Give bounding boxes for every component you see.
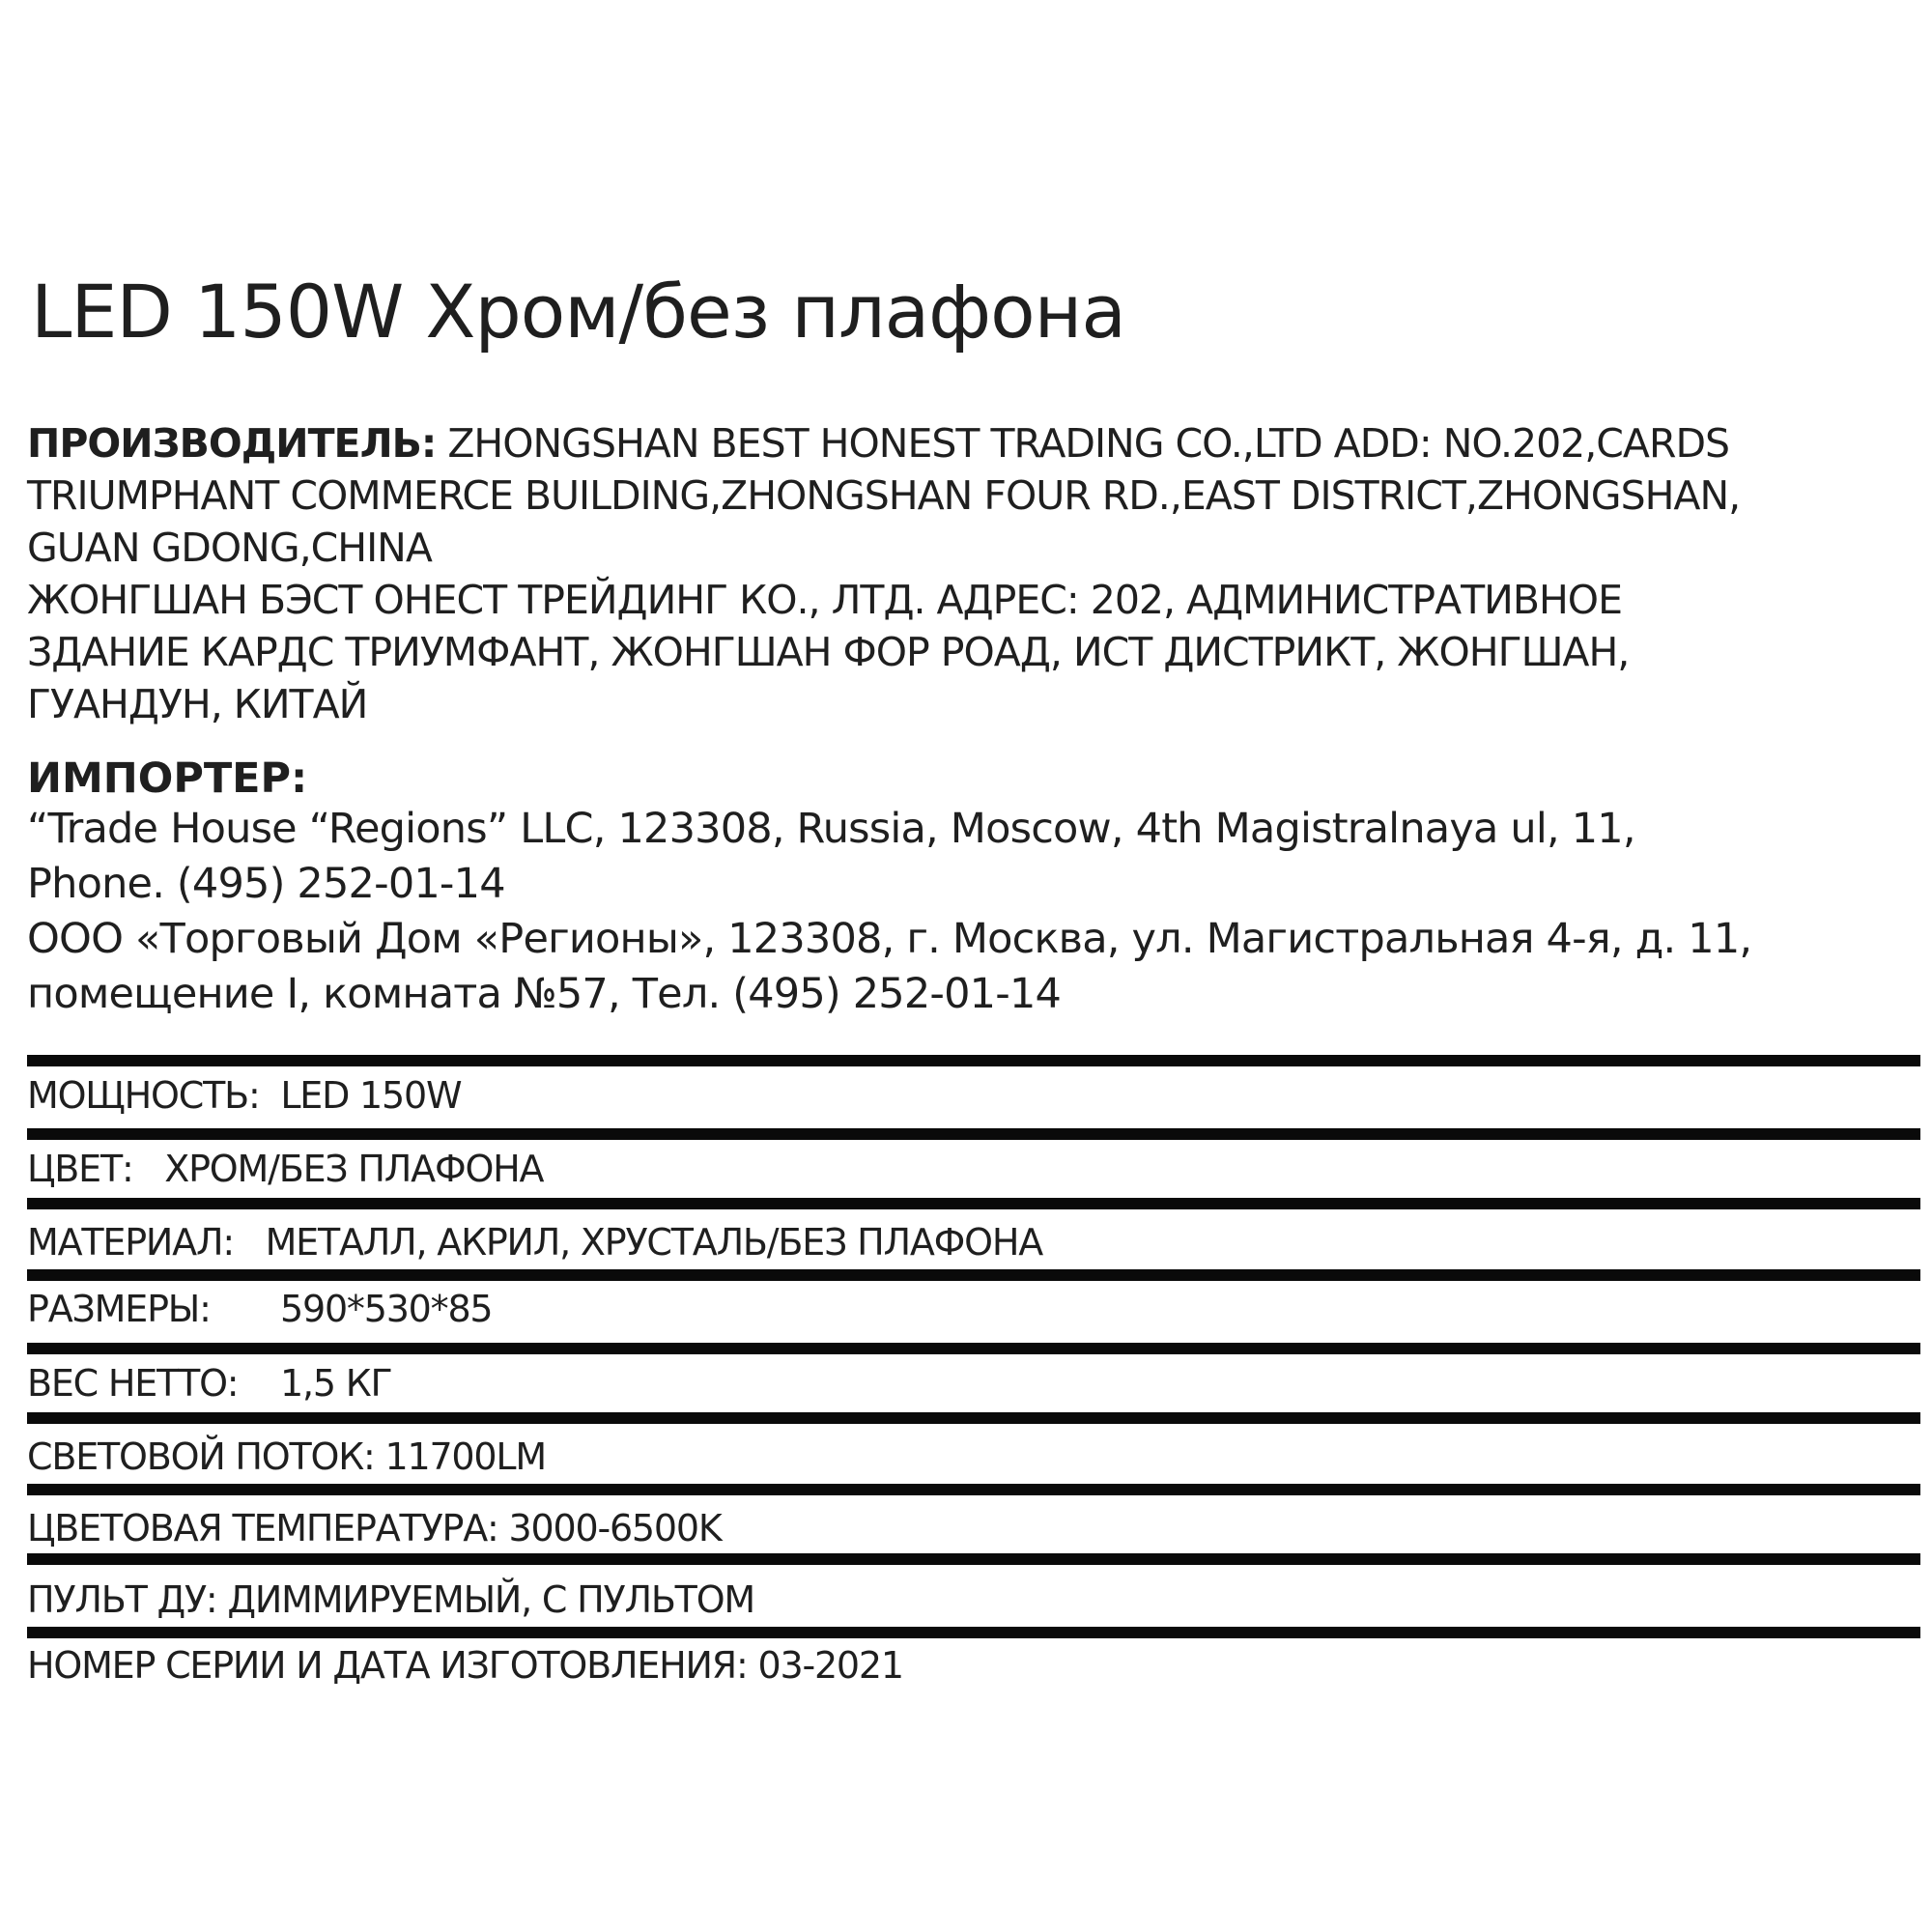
divider — [27, 1484, 1920, 1495]
spec-label: ПУЛЬТ ДУ: — [27, 1578, 217, 1621]
manufacturer-label: ПРОИЗВОДИТЕЛЬ: — [27, 420, 437, 467]
spec-value: ДИММИРУЕМЫЙ, С ПУЛЬТОМ — [227, 1578, 754, 1621]
product-title: LED 150W Хром/без плафона — [31, 269, 1125, 355]
divider — [27, 1553, 1920, 1565]
spec-value: ХРОМ/БЕЗ ПЛАФОНА — [164, 1148, 544, 1190]
manufacturer-address-line: TRIUMPHANT COMMERCE BUILDING,ZHONGSHAN FOUR RD.,EAST DISTRICT,ZHONGSHAN, — [27, 472, 1741, 519]
importer-line: “Trade House “Regions” LLC, 123308, Russia, Moscow, 4th Magistralnaya ul, 11, — [27, 805, 1635, 853]
divider — [27, 1343, 1920, 1354]
spec-value: МЕТАЛЛ, АКРИЛ, ХРУСТАЛЬ/БЕЗ ПЛАФОНА — [265, 1221, 1043, 1264]
spec-label: МОЩНОСТЬ: — [27, 1074, 260, 1117]
spec-label: ЦВЕТОВАЯ ТЕМПЕРАТУРА: — [27, 1507, 498, 1549]
spec-row-color — [27, 1148, 543, 1190]
manufacturer-address-ru-line: ЖОНГШАН БЭСТ ОНЕСТ ТРЕЙДИНГ КО., ЛТД. АДРЕС: 202, АДМИНИСТРАТИВНОЕ — [27, 577, 1622, 623]
spec-value: 11700LM — [384, 1435, 546, 1478]
manufacturer-address-line: GUAN GDONG,CHINA — [27, 525, 432, 571]
spec-label: СВЕТОВОЙ ПОТОК: — [27, 1435, 375, 1478]
spec-value: 590*530*85 — [280, 1288, 493, 1330]
spec-value: 1,5 КГ — [280, 1362, 392, 1405]
spec-row-luminous-flux — [27, 1435, 546, 1478]
importer-block — [27, 802, 1751, 1022]
spec-row-material — [27, 1221, 1042, 1264]
manufacturer-address-ru-line: ГУАНДУН, КИТАЙ — [27, 681, 368, 727]
spec-label: ВЕС НЕТТО: — [27, 1362, 239, 1405]
spec-value: 3000-6500K — [508, 1507, 722, 1549]
spec-value: 03-2021 — [757, 1644, 903, 1687]
importer-line: ООО «Торговый Дом «Регионы», 123308, г. Москва, ул. Магистральная 4-я, д. 11, — [27, 915, 1752, 963]
manufacturer-address-ru-line: ЗДАНИЕ КАРДС ТРИУМФАНТ, ЖОНГШАН ФОР РОАД, ИСТ ДИСТРИКТ, ЖОНГШАН, — [27, 629, 1630, 675]
divider — [27, 1627, 1920, 1638]
spec-row-net-weight — [27, 1362, 391, 1405]
spec-value: LED 150W — [280, 1074, 462, 1117]
spec-label: РАЗМЕРЫ: — [27, 1288, 211, 1330]
importer-line: Phone. (495) 252-01-14 — [27, 860, 505, 908]
divider — [27, 1055, 1920, 1066]
divider — [27, 1128, 1920, 1140]
spec-row-remote — [27, 1578, 754, 1621]
spec-row-color-temperature — [27, 1507, 722, 1549]
importer-line: помещение I, комната №57, Тел. (495) 252-01-14 — [27, 970, 1062, 1018]
importer-label: ИМПОРТЕР: — [27, 754, 308, 803]
manufacturer-block — [27, 417, 1740, 730]
spec-row-serial-date — [27, 1644, 903, 1687]
spec-row-dimensions — [27, 1288, 492, 1330]
spec-label: НОМЕР СЕРИИ И ДАТА ИЗГОТОВЛЕНИЯ: — [27, 1644, 748, 1687]
manufacturer-line — [27, 417, 1740, 469]
divider — [27, 1412, 1920, 1424]
spec-label: ЦВЕТ: — [27, 1148, 133, 1190]
divider — [27, 1269, 1920, 1281]
manufacturer-name: ZHONGSHAN BEST HONEST TRADING CO.,LTD ADD: NO.202,CARDS — [436, 420, 1730, 467]
spec-label: МАТЕРИАЛ: — [27, 1221, 234, 1264]
divider — [27, 1198, 1920, 1209]
spec-row-power — [27, 1074, 461, 1117]
